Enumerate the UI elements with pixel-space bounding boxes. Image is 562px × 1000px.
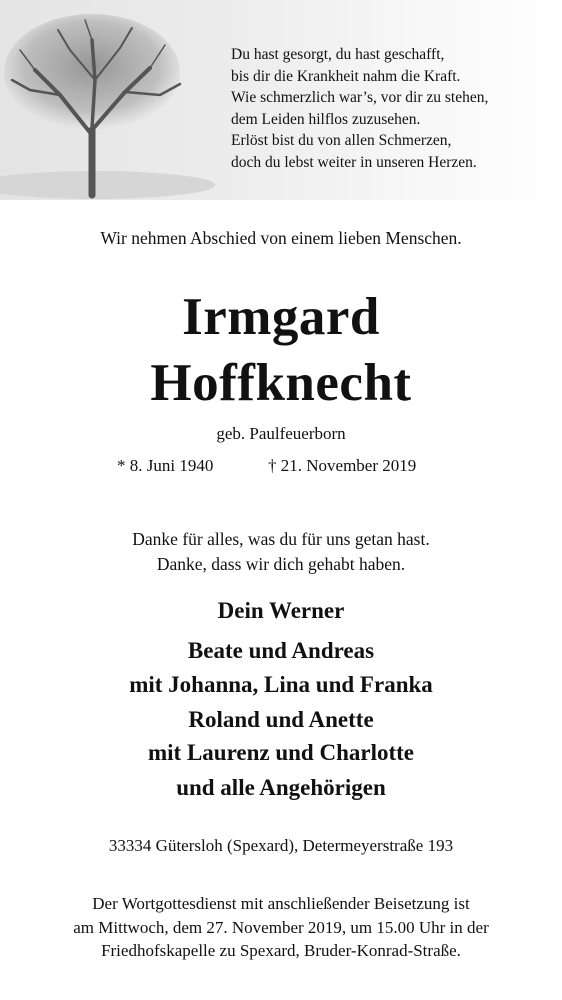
birth-name: geb. Paulfeuerborn bbox=[216, 424, 346, 443]
poem-line: Wie schmerzlich war’s, vor dir zu stehen, bbox=[231, 89, 489, 107]
family-member: und alle Angehörigen bbox=[176, 775, 386, 800]
family-member: Dein Werner bbox=[217, 598, 345, 623]
thanks-line: Danke, dass wir dich gehabt haben. bbox=[156, 553, 406, 574]
family-member: mit Laurenz und Charlotte bbox=[148, 740, 414, 765]
thanks-text bbox=[0, 527, 562, 576]
poem-line: bis dir die Krankheit nahm die Kraft. bbox=[231, 67, 461, 85]
family-member: Beate und Andreas bbox=[187, 638, 375, 663]
poem-line: Du hast gesorgt, du hast geschafft, bbox=[231, 46, 445, 63]
birth-date: * 8. Juni 1940 bbox=[117, 456, 214, 475]
family-member: mit Johanna, Lina und Franka bbox=[129, 672, 433, 697]
thanks-line: Danke für alles, was du für uns getan hast. bbox=[132, 529, 430, 549]
poem-line: doch du lebst weiter in unseren Herzen. bbox=[231, 153, 477, 171]
service-line: Der Wortgottesdienst mit anschließender Beisetzung ist bbox=[92, 894, 470, 913]
death-date: † 21. November 2019 bbox=[268, 456, 417, 475]
service-info bbox=[0, 892, 562, 963]
deceased-last-name: Hoffknecht bbox=[150, 354, 412, 412]
intro-text: Wir nehmen Abschied von einem lieben Menschen. bbox=[100, 228, 462, 248]
poem-line: dem Leiden hilflos zuzusehen. bbox=[231, 110, 421, 128]
service-line: am Mittwoch, dem 27. November 2019, um 15.00 Uhr in der bbox=[73, 917, 489, 937]
deceased-first-name: Irmgard bbox=[182, 288, 380, 346]
poem-line: Erlöst bist du von allen Schmerzen, bbox=[231, 132, 452, 150]
address: 33334 Gütersloh (Spexard), Determeyerstraße 193 bbox=[108, 836, 454, 855]
header-image-banner bbox=[0, 0, 562, 200]
tree-icon bbox=[0, 0, 240, 200]
family-member: Roland und Anette bbox=[188, 707, 374, 732]
service-line: Friedhofskapelle zu Spexard, Bruder-Konrad-Straße. bbox=[101, 941, 461, 960]
poem bbox=[231, 44, 488, 174]
